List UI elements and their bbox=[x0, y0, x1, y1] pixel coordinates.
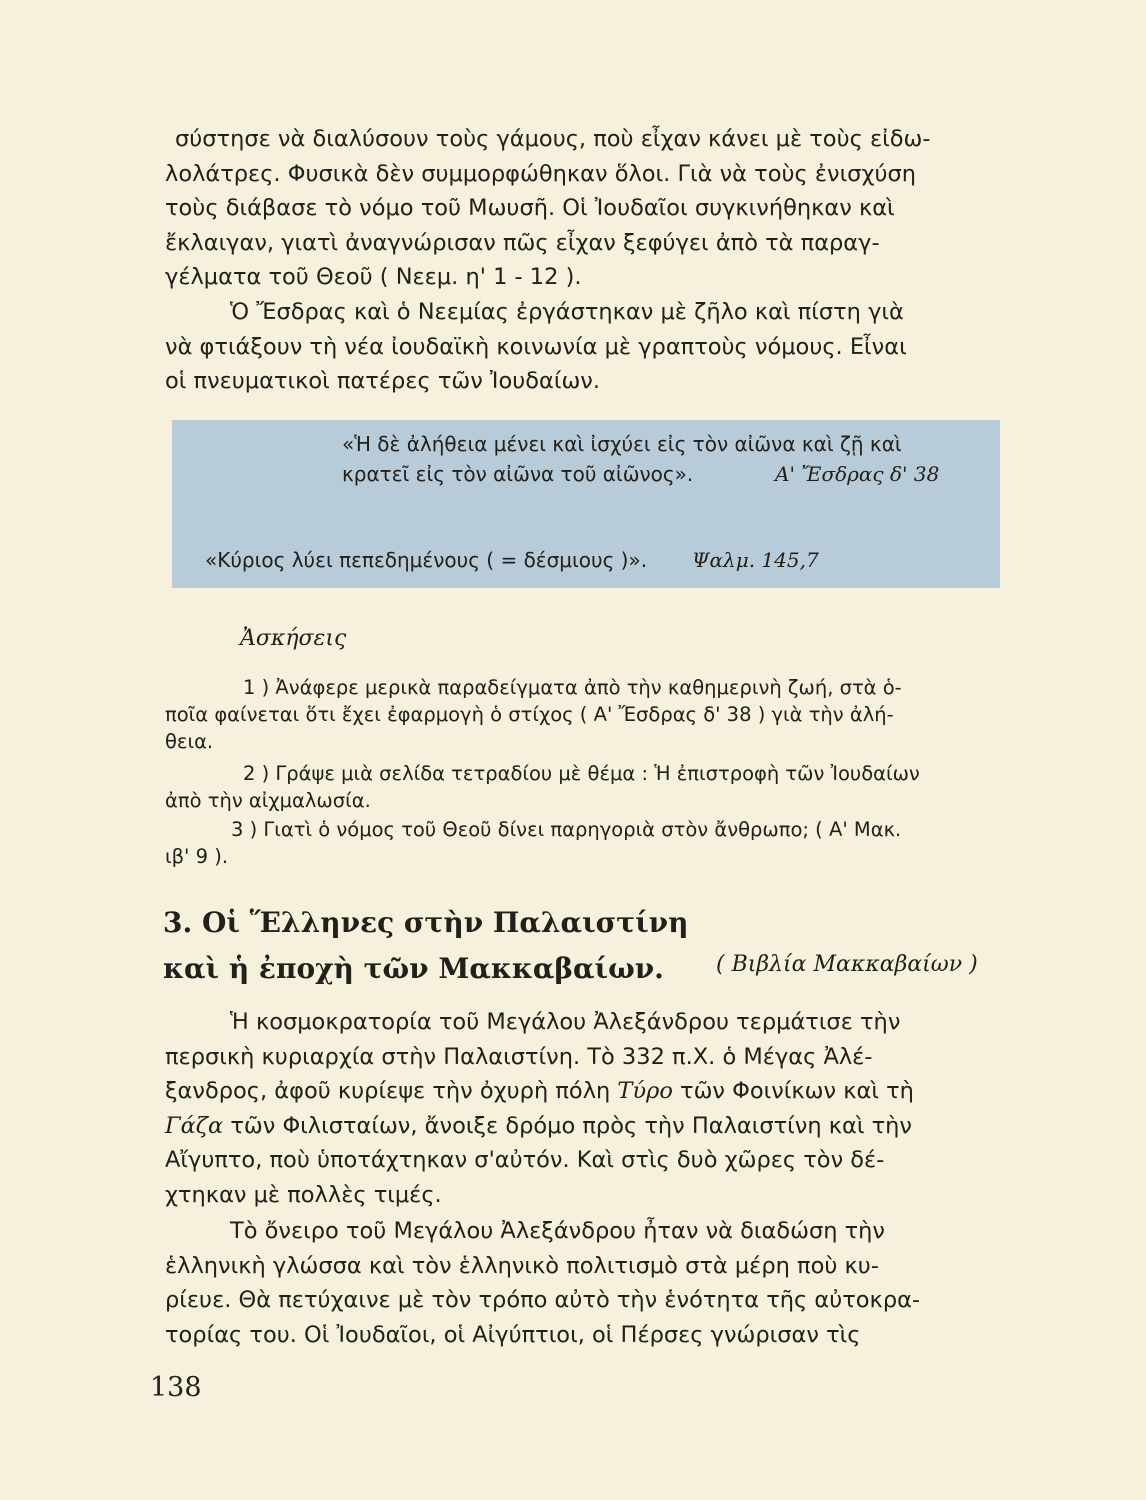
heading-line: 3. Οἱ Ἕλληνες στὴν Παλαιστίνη bbox=[163, 906, 689, 939]
heading-line: καὶ ἡ ἐποχὴ τῶν Μακκαβαίων. bbox=[163, 952, 664, 985]
text-line: ἀπὸ τὴν αἰχμαλωσία. bbox=[165, 789, 371, 812]
quote-reference: Α' Ἔσδρας δ' 38 bbox=[775, 462, 940, 486]
text-line bbox=[165, 1074, 995, 1109]
text-line: Ἡ κοσμοκρατορία τοῦ Μεγάλου Ἀλεξάνδρου τερμάτισε τὴν bbox=[230, 1009, 901, 1035]
text-line: σύστησε νὰ διαλύσουν τοὺς γάμους, ποὺ εἶχαν κάνει μὲ τοὺς εἰδω- bbox=[175, 126, 931, 152]
text-line: 2 ) Γράψε μιὰ σελίδα τετραδίου μὲ θέμα : Ἡ ἐπιστροφὴ τῶν Ἰουδαίων bbox=[243, 762, 920, 785]
quote-reference: Ψαλμ. 145,7 bbox=[692, 548, 819, 572]
text-line: νὰ φτιάξουν τὴ νέα ἰουδαϊκὴ κοινωνία μὲ γραπτοὺς νόμους. Εἶναι bbox=[165, 333, 907, 360]
text-run: ξανδρος, ἀφοῦ κυρίεψε τὴν ὀχυρὴ πόλη bbox=[165, 1078, 618, 1104]
text-line: τοὺς διάβασε τὸ νόμο τοῦ Μωυσῆ. Οἱ Ἰουδαῖοι συγκινήθηκαν καὶ bbox=[165, 195, 895, 221]
text-line: ἔκλαιγαν, γιατὶ ἀναγνώρισαν πῶς εἶχαν ξεφύγει ἀπὸ τὰ παραγ- bbox=[165, 229, 880, 256]
text-line: 3 ) Γιατὶ ὁ νόμος τοῦ Θεοῦ δίνει παρηγοριὰ στὸν ἄνθρωπο; ( Α' Μακ. bbox=[231, 818, 902, 841]
text-line: ρίευε. Θὰ πετύχαινε μὲ τὸν τρόπο αὐτὸ τὴν ἑνότητα τῆς αὐτοκρα- bbox=[165, 1287, 921, 1313]
text-line: περσικὴ κυριαρχία στὴν Παλαιστίνη. Τὸ 332 π.Χ. ὁ Μέγας Ἀλέ- bbox=[165, 1043, 873, 1070]
quote-line: «Κύριος λύει πεπεδημένους ( = δέσμιους )». bbox=[205, 548, 648, 572]
text-line bbox=[165, 1109, 995, 1144]
text-line: ἑλληνικὴ γλώσσα καὶ τὸν ἑλληνικὸ πολιτισμὸ στὰ μέρη ποὺ κυ- bbox=[165, 1252, 879, 1279]
text-line: ιβ' 9 ). bbox=[165, 845, 229, 868]
text-line: λολάτρες. Φυσικὰ δὲν συμμορφώθηκαν ὅλοι. Γιὰ νὰ τοὺς ἐνισχύση bbox=[165, 160, 916, 187]
quote-line: κρατεῖ εἰς τὸν αἰῶνα τοῦ αἰῶνος». bbox=[342, 462, 694, 486]
text-line: τορίας του. Οἱ Ἰουδαῖοι, οἱ Αἰγύπτιοι, οἱ Πέρσες γνώρισαν τὶς bbox=[165, 1321, 861, 1348]
text-line: ποῖα φαίνεται ὅτι ἔχει ἐφαρμογὴ ὁ στίχος ( Α' Ἔσδρας δ' 38 ) γιὰ τὴν ἀλή- bbox=[165, 703, 894, 726]
text-line: Ὁ Ἔσδρας καὶ ὁ Νεεμίας ἐργάστηκαν μὲ ζῆλο καὶ πίστη γιὰ bbox=[230, 299, 904, 325]
exercise-1 bbox=[165, 674, 1000, 755]
text-line: θεια. bbox=[165, 730, 214, 753]
exercises-title: Ἀσκήσεις bbox=[240, 626, 347, 651]
text-run: τῶν Φοινίκων καὶ τὴ bbox=[672, 1078, 914, 1104]
quote-line: «Ἡ δὲ ἀλήθεια μένει καὶ ἰσχύει εἰς τὸν αἰῶνα καὶ ζῇ καὶ bbox=[342, 432, 902, 456]
paragraph-dream bbox=[165, 1214, 995, 1352]
quotation-box bbox=[172, 420, 1000, 588]
section-heading bbox=[163, 900, 688, 992]
exercise-2 bbox=[165, 760, 1000, 814]
text-line: 1 ) Ἀνάφερε μερικὰ παραδείγματα ἀπὸ τὴν καθημερινὴ ζωή, στὰ ὁ- bbox=[243, 676, 902, 699]
paragraph-intro bbox=[165, 122, 995, 295]
paragraph-alexander bbox=[165, 1005, 995, 1212]
text-line: γέλματα τοῦ Θεοῦ ( Νεεμ. η' 1 - 12 ). bbox=[165, 264, 582, 290]
place-name-gaza: Γάζα bbox=[165, 1112, 224, 1139]
text-line: Τὸ ὄνειρο τοῦ Μεγάλου Ἀλεξάνδρου ἦταν νὰ διαδώση τὴν bbox=[230, 1218, 886, 1244]
place-name-tyre: Τύρο bbox=[617, 1078, 673, 1104]
text-line: οἱ πνευματικοὶ πατέρες τῶν Ἰουδαίων. bbox=[165, 368, 601, 394]
page-number: 138 bbox=[150, 1372, 202, 1403]
text-line: χτηκαν μὲ πολλὲς τιμές. bbox=[165, 1181, 442, 1208]
text-line: Αἴγυπτο, ποὺ ὑποτάχτηκαν σ'αὐτόν. Καὶ στὶς δυὸ χῶρες τὸν δέ- bbox=[165, 1147, 885, 1173]
section-subtitle: ( Βιβλία Μακκαβαίων ) bbox=[716, 952, 978, 977]
paragraph-ezra-nehemiah bbox=[165, 295, 995, 399]
text-run: τῶν Φιλισταίων, ἄνοιξε δρόμο πρὸς τὴν Παλαιστίνη καὶ τὴν bbox=[223, 1112, 912, 1139]
exercise-3 bbox=[165, 816, 1000, 870]
